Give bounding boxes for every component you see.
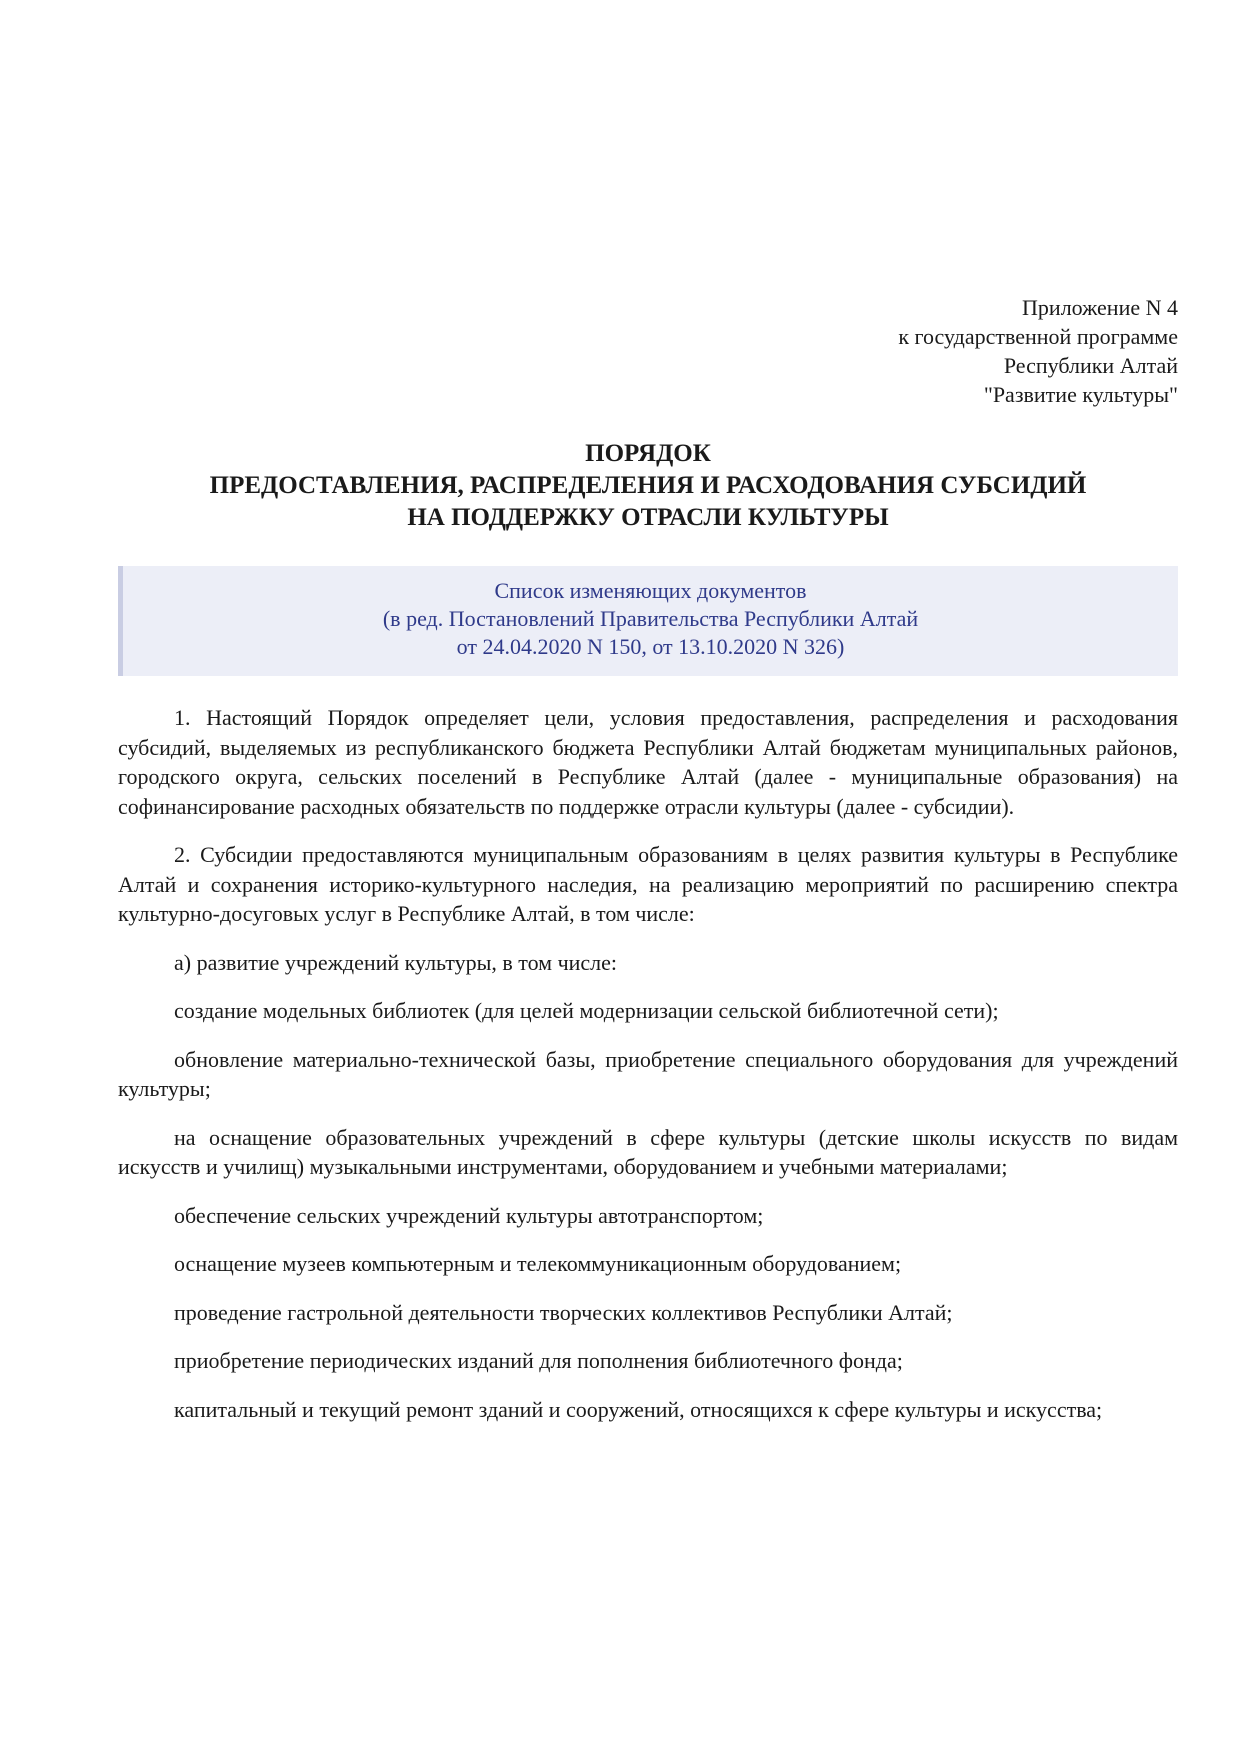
paragraph-touring: проведение гастрольной деятельности творческих коллективов Республики Алтай; — [174, 1299, 953, 1325]
paragraph-motor-transport: обеспечение сельских учреждений культуры автотранспортом; — [174, 1202, 764, 1228]
paragraph-model-libraries: создание модельных библиотек (для целей модернизации сельской библиотечной сети); — [174, 998, 999, 1023]
paragraph-museum-equipment: оснащение музеев компьютерным и телекоммуникационным оборудованием; — [174, 1251, 902, 1276]
title-line-3: НА ПОДДЕРЖКУ ОТРАСЛИ КУЛЬТУРЫ — [407, 504, 889, 531]
amending-documents-line-2: (в ред. Постановлений Правительства Республики Алтай — [382, 606, 919, 631]
document-body — [118, 703, 1178, 1443]
paragraph-material-base: обновление материально-технической базы, приобретение специального оборудования для учреждений культуры; — [118, 1046, 1178, 1101]
appendix-number: Приложение N 4 — [1022, 295, 1178, 320]
paragraph-repair: капитальный и текущий ремонт зданий и сооружений, относящихся к сфере культуры и искусства; — [174, 1396, 1103, 1422]
paragraph-educational-equipment: на оснащение образовательных учреждений в сфере культуры (детские школы искусств по видам искусств и училищ) музыкальными инструментами, оборудованием и учебными материалами; — [118, 1124, 1178, 1179]
amending-documents-box — [118, 566, 1178, 676]
appendix-republic: Республики Алтай — [1003, 353, 1178, 378]
title-line-1: ПОРЯДОК — [585, 440, 711, 467]
amending-documents-heading: Список изменяющих документов — [494, 578, 807, 603]
amending-documents-line-3: от 24.04.2020 N 150, от 13.10.2020 N 326) — [456, 634, 845, 659]
appendix-program: к государственной программе — [898, 324, 1178, 349]
paragraph-periodicals: приобретение периодических изданий для пополнения библиотечного фонда; — [174, 1348, 903, 1373]
document-title — [118, 438, 1178, 534]
appendix-block — [898, 293, 1178, 409]
paragraph-2: 2. Субсидии предоставляются муниципальным образованиям в целях развития культуры в Республике Алтай и сохранения историко-культурного наследия, на реализацию мероприятий по расширению спектра культурно-досуговых услуг в Республике Алтай, в том числе: — [118, 842, 1178, 926]
title-line-2: ПРЕДОСТАВЛЕНИЯ, РАСПРЕДЕЛЕНИЯ И РАСХОДОВАНИЯ СУБСИДИЙ — [209, 472, 1087, 499]
paragraph-1: 1. Настоящий Порядок определяет цели, условия предоставления, распределения и расходования субсидий, выделяемых из республиканского бюджета Республики Алтай бюджетам муниципальных районов, городского округа, сельских поселений в Республике Алтай (далее - муниципальные образования) на софинансирование расходных обязательств по поддержке отрасли культуры (далее - субсидии). — [118, 705, 1178, 819]
appendix-program-name: "Развитие культуры" — [983, 382, 1178, 407]
paragraph-2a: а) развитие учреждений культуры, в том числе: — [174, 949, 618, 975]
